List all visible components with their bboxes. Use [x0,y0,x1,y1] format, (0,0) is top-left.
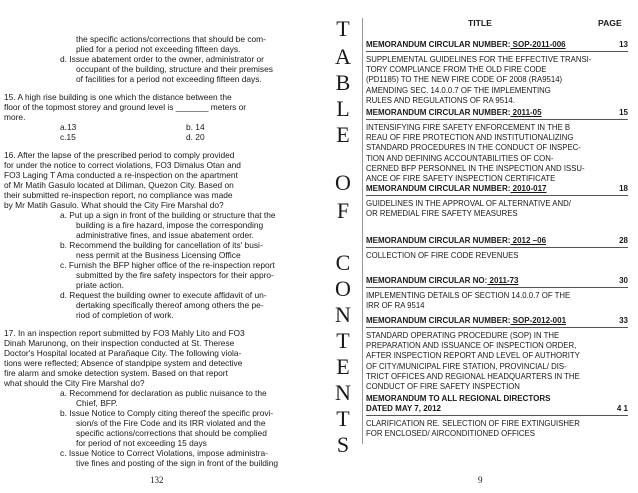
circular-number: 2012 –06 [510,236,547,245]
text-line: d. Request the building owner to execute affidavit of un- [60,290,267,300]
circular-number: 2011-05 [510,108,542,117]
text-line: a. Put up a sign in front of the building or structure that the [60,210,276,220]
memorandum-label: MEMORANDUM CIRCULAR NUMBER: [366,184,511,193]
text-line: Doctor's Hospital located at Parañaque City. The following viola- [4,348,242,358]
heading-rule [366,51,628,52]
text-line: b. Issue Notice to Comply citing thereof the specific provi- [60,408,274,418]
heading-rule [366,247,628,248]
toc-entry-description: OR REMEDIAL FIRE SAFETY MEASURES [366,209,518,219]
page-column-header: PAGE [598,18,622,28]
toc-page-number: 13 [619,40,628,49]
text-line: plied for a period not exceeding fifteen days. [76,44,241,54]
text-line: the specific actions/corrections that should be com- [76,34,266,44]
option-c: c.15 [60,132,76,142]
vertical-title-letter: O [335,170,351,195]
text-line: 15. A high rise building is one which the distance between the [4,92,232,102]
vertical-title-letter: C [335,250,351,275]
text-line: tions were reflected; Absence of standpipe system and detective [4,358,243,368]
toc-page-number: 18 [619,184,628,193]
page-number: 132 [150,475,164,485]
toc-entry-description: RULES AND REGULATIONS OF RA 9514. [366,95,515,105]
page-number: 9 [478,475,483,485]
memorandum-label: MEMORANDUM CIRCULAR NUMBER: [366,108,511,117]
toc-page-number: 15 [619,108,628,117]
toc-entry-description: CONDUCT OF FIRE SAFETY INSPECTION [366,382,520,392]
text-line: Chief, BFP. [76,398,118,408]
text-line: specific actions/corrections that should be complied [76,428,267,438]
vertical-title-letter: S [336,432,350,457]
toc-entry-heading [366,394,628,404]
toc-page-number: 33 [619,316,628,325]
vertical-title-letter: A [335,44,351,69]
text-line: sion/s of the Fire Code and its IRR violated and the [76,418,266,428]
text-line: what should the City Fire Marshal do? [4,378,145,388]
toc-entry-description: REAU OF FIRE PROTECTION AND INSTITUTIONALIZING [366,133,574,143]
toc-entry-heading [366,276,628,286]
toc-entry-description: STANDARD PROCEDURES IN THE CONDUCT OF INSPEC- [366,143,581,153]
text-line: b. Recommend the building for cancellation of its' busi- [60,240,263,250]
vertical-title-letter: L [336,96,350,121]
option-a: a.13 [60,122,77,132]
text-line: administrative fines, and issue abatement order. [76,230,254,240]
toc-entry [366,394,628,439]
vertical-title-letter: N [335,380,351,405]
text-line: for under the notice to correct violations, FO3 Dimalus Otan and [4,160,241,170]
toc-entry [366,276,628,311]
toc-entry-description: GUIDELINES IN THE APPROVAL OF ALTERNATIVE AND/ [366,199,571,208]
vertical-title-letter: T [336,328,350,353]
toc-page-number: 28 [619,236,628,245]
toc-entry-heading [366,108,628,118]
column-divider [362,18,363,444]
toc-page-number: 4 1 [616,404,628,413]
circular-number: SOP-2011-006 [510,40,566,49]
circular-number: 2010-017 [510,184,547,193]
text-line: 17. In an inspection report submitted by FO3 Mahly Lito and FO3 [4,328,245,338]
vertical-title-letter: E [336,354,350,379]
memorandum-label: MEMORANDUM CIRCULAR NUMBER: [366,316,511,325]
toc-entry-description: AFTER INSPECTION REPORT AND LEVEL OF AUTHORITY [366,351,580,361]
vertical-title-letter: O [335,276,351,301]
text-line: more. [4,112,26,122]
text-line: submitted by the fire safety inspectors for their appro- [76,270,274,280]
text-line: by Mr Matih Gasulo. What should the City Fire Marshal do? [4,200,224,210]
memorandum-label: MEMORANDUM CIRCULAR NUMBER: [366,40,511,49]
heading-rule [366,287,628,288]
text-line: building is a fire hazard, impose the corresponding [76,220,264,230]
text-line: d. Issue abatement order to the owner, administrator or [60,54,264,64]
memorandum-label: MEMORANDUM CIRCULAR NUMBER: [366,236,511,245]
toc-entry-heading [366,184,628,194]
toc-page-number: 30 [619,276,628,285]
toc-entry-heading [366,40,628,50]
text-line: for period of not exceeding 15 days [76,438,207,448]
toc-entry-description: SUPPLEMENTAL GUIDELINES FOR THE EFFECTIVE TRANSI- [366,55,592,64]
toc-entry-description: (PD1185) TO THE NEW FIRE CODE OF 2008 (RA9514) [366,75,563,85]
text-line: of Mr Matih Gasulo located at Diliman, Quezon City. Based on [4,180,234,190]
toc-entry-heading [366,316,628,326]
vertical-title-letter: N [335,302,351,327]
toc-entry-subheading [366,404,628,414]
vertical-title-letter: T [336,16,350,41]
toc-entry-description: IRR OF RA 9514 [366,301,425,311]
text-line: tive fines and posting of the sign in front of the building [76,458,279,468]
toc-entry [366,40,628,106]
heading-rule [366,119,628,120]
toc-entry [366,236,628,261]
toc-entry [366,184,628,219]
toc-entry-description: TORY COMPLIANCE FROM THE OLD FIRE CODE [366,65,547,75]
text-line: occupant of the building, structure and their premises [76,64,273,74]
heading-rule [366,195,628,196]
toc-entry-description: FOR ENCLOSED/ AIRCONDITIONED OFFICES [366,429,535,439]
text-line: dertaking specifically thereof among others the pe- [76,300,264,310]
toc-entry-description: IMPLEMENTING DETAILS OF SECTION 14.0.0.7 OF THE [366,291,571,300]
option-d: d. 20 [186,132,205,142]
toc-entry [366,108,628,184]
vertical-title-letter: T [336,406,350,431]
option-b: b. 14 [186,122,205,132]
toc-entry-description: COLLECTION OF FIRE CODE REVENUES [366,251,519,260]
toc-entry-description: OF CITY/MUNICIPAL FIRE STATION, PROVINCIAL/ DIS- [366,361,567,371]
toc-entry-description: CLARIFICATION RE. SELECTION OF FIRE EXTINGUISHER [366,419,580,428]
toc-entry-heading [366,236,628,246]
heading-rule [366,415,628,416]
toc-entry-description: CERNED BFP PERSONNEL IN THE INSPECTION AND ISSU- [366,163,585,173]
text-line: fire alarm and smoke detection system. Based on that report [4,368,228,378]
text-line: riod of completion of work. [76,310,174,320]
dated-label: DATED MAY 7, 2012 [366,404,441,413]
toc-entry-description: INTENSIFYING FIRE SAFETY ENFORCEMENT IN THE B [366,123,571,132]
circular-number: SOP-2012-001 [510,316,567,325]
toc-entry-description: PREPARATION AND ISSUANCE OF INSPECTION ORDER, [366,341,577,351]
text-line: 16. After the lapse of the prescribed period to comply provided [4,150,235,160]
toc-entry-description: AMENDING SEC. 14.0.0.7 OF THE IMPLEMENTING [366,85,551,95]
title-column-header: TITLE [468,18,492,28]
text-line: priate action. [76,280,124,290]
heading-rule [366,327,628,328]
vertical-title-letter: F [336,198,350,223]
memorandum-label: MEMORANDUM TO ALL REGIONAL DIRECTORS [366,394,551,403]
text-line: ness permit at the Business Licensing Office [76,250,241,260]
circular-number: 2011-73 [487,276,519,285]
memorandum-label: MEMORANDUM CIRCULAR NO: [366,276,488,285]
toc-entry [366,316,628,392]
text-line: floor of the topmost storey and ground level is _______ meters or [4,102,247,112]
right-page [320,0,638,493]
text-line: their submitted re-inspection report, no compliance was made [4,190,233,200]
toc-entry-description: STANDARD OPERATING PROCEDURE (SOP) IN THE [366,331,560,340]
text-line: Dinah Marunong, on their inspection conducted at St. Therese [4,338,235,348]
text-line: c. Furnish the BFP higher office of the re-inspection report [60,260,275,270]
left-page [0,0,318,493]
text-line: c. Issue Notice to Correct Violations, impose administra- [60,448,268,458]
toc-entry-description: TRICT OFFICES AND REGIONAL HEADQUARTERS IN THE [366,371,580,381]
text-line: a. Recommend for declaration as public nuisance to the [60,388,267,398]
vertical-title-letter: E [336,122,350,147]
vertical-title-letter: B [335,70,351,95]
toc-entry-description: TION AND DEFINING ACCOUNTABILITIES OF CON- [366,153,554,163]
text-line: FO3 Laging T Ama conducted a re-inspection on the apartment [4,170,238,180]
text-line: of facilities for a period not exceeding fifteen days. [76,74,262,84]
toc-entry-description: ANCE OF FIRE SAFETY INSPECTION CERTIFICATE [366,174,556,184]
